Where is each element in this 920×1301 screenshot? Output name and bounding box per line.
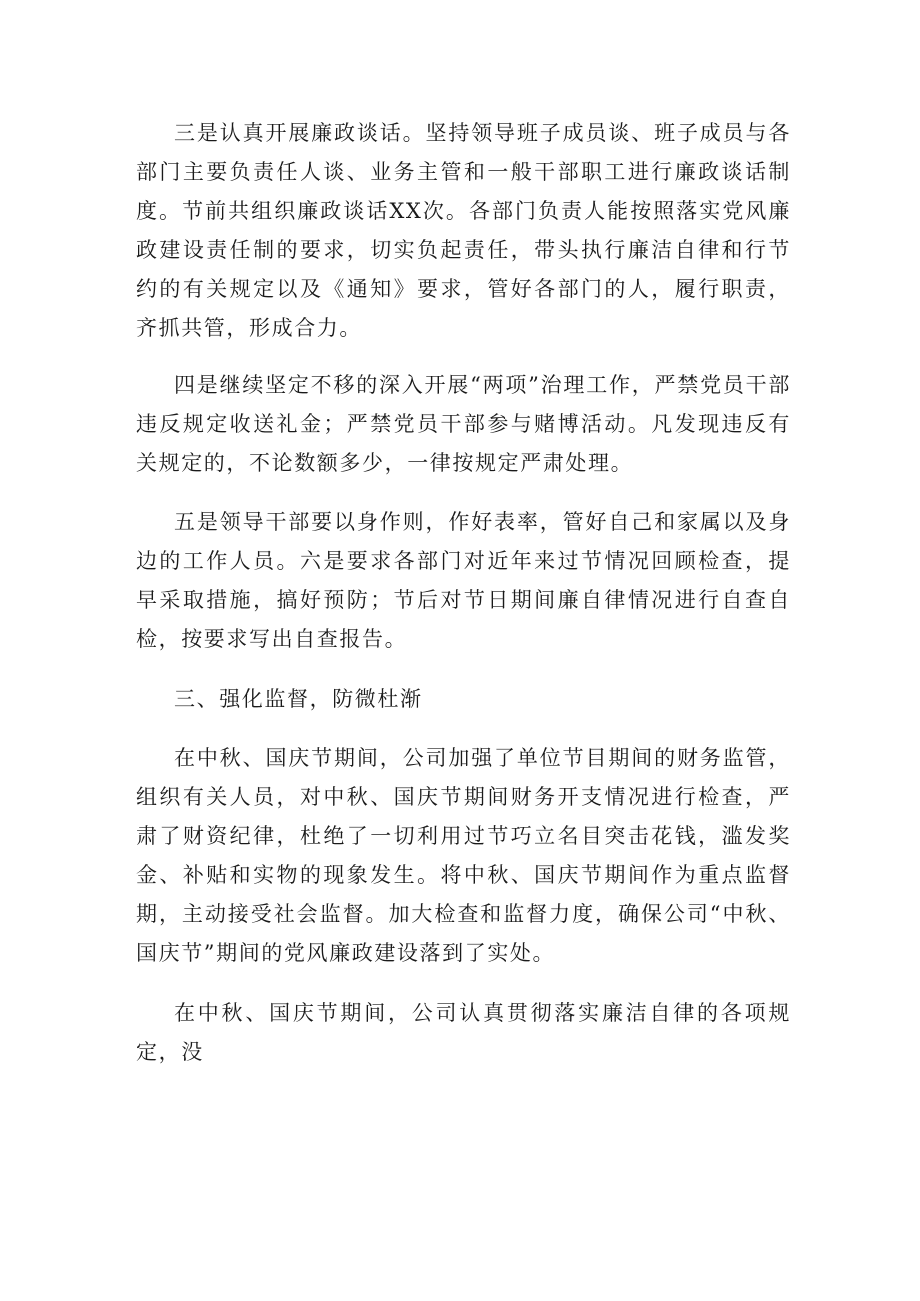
paragraph-leaders-example: 五是领导干部要以身作则，作好表率，管好自己和家属以及身边的工作人员。六是要求各部门对近年来过节情况回顾检查，提早采取措施，搞好预防；节后对节日期间廉自律情况进行自查自检，按要求写出自查报告。: [136, 510, 791, 651]
paragraph-anti-corruption-talks: 三是认真开展廉政谈话。坚持领导班子成员谈、班子成员与各部门主要负责任人谈、业务主管和一般干部职工进行廉政谈话制度。节前共组织廉政谈话XX次。各部门负责人能按照落实党风廉政建设责任制的要求，切实负起责任，带头执行廉洁自律和行节约的有关规定以及《通知》要求，管好各部门的人，履行职责，齐抓共管，形成合力。: [136, 121, 791, 340]
paragraph-two-governance: 四是继续坚定不移的深入开展“两项”治理工作，严禁党员干部违反规定收送礼金；严禁党员干部参与赌博活动。凡发现违反有关规定的，不论数额多少，一律按规定严肃处理。: [136, 373, 791, 475]
document-body: [136, 114, 791, 1072]
paragraph-self-discipline: 在中秋、国庆节期间，公司认真贯彻落实廉洁自律的各项规定，没: [136, 1001, 791, 1064]
section-heading-supervision: 三、强化监督，防微杜渐: [174, 687, 423, 711]
paragraph-financial-supervision: 在中秋、国庆节期间，公司加强了单位节目期间的财务监管，组织有关人员，对中秋、国庆节期间财务开支情况进行检查，严肃了财资纪律，杜绝了一切利用过节巧立名目突击花钱，滥发奖金、补贴和实物的现象发生。将中秋、国庆节期间作为重点监督期，主动接受社会监督。加大检查和监督力度，确保公司“中秋、国庆节”期间的党风廉政建设落到了实处。: [136, 746, 791, 965]
